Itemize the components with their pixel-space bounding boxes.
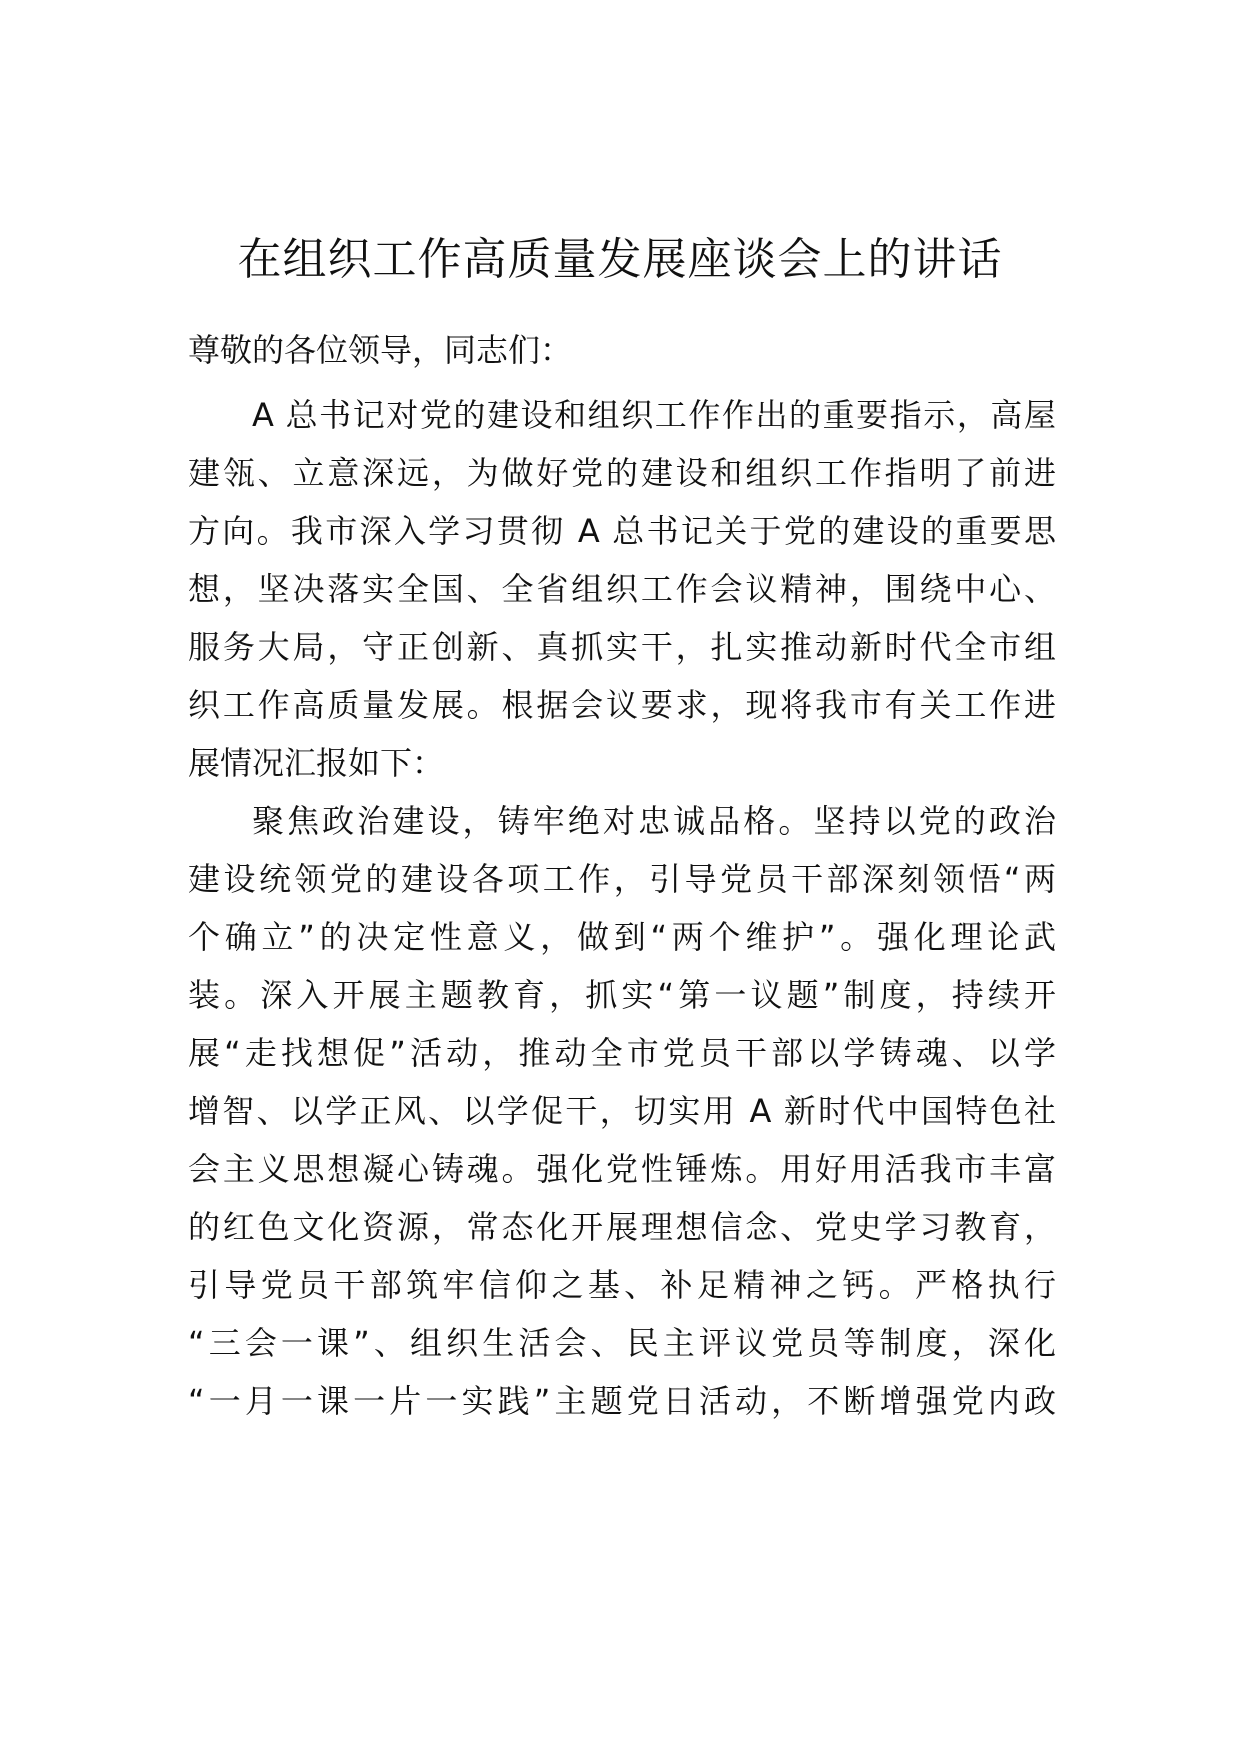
- paragraph-1-line: 想，坚决落实全国、全省组织工作会议精神，围绕中心、: [188, 570, 1056, 608]
- paragraph-2-line: 建设统领党的建设各项工作，引导党员干部深刻领悟“两: [188, 860, 1056, 898]
- document-title: 在组织工作高质量发展座谈会上的讲话: [237, 234, 1003, 285]
- paragraph-2-line: “三会一课”、组织生活会、民主评议党员等制度，深化: [188, 1324, 1056, 1362]
- paragraph-1-line: 建瓴、立意深远，为做好党的建设和组织工作指明了前进: [188, 454, 1056, 492]
- paragraph-1-line: 服务大局，守正创新、真抓实干，扎实推动新时代全市组: [188, 628, 1056, 666]
- paragraph-1-line: A 总书记对党的建设和组织工作作出的重要指示，高屋: [252, 396, 1056, 434]
- salutation: 尊敬的各位领导，同志们：: [188, 331, 573, 369]
- paragraph-2-line: 引导党员干部筑牢信仰之基、补足精神之钙。严格执行: [188, 1266, 1056, 1304]
- paragraph-1-line: 织工作高质量发展。根据会议要求，现将我市有关工作进: [188, 686, 1056, 724]
- paragraph-2-line: 增智、以学正风、以学促干，切实用 A 新时代中国特色社: [188, 1092, 1056, 1130]
- paragraph-1-line: 展情况汇报如下：: [188, 744, 445, 782]
- paragraph-2-line: 会主义思想凝心铸魂。强化党性锤炼。用好用活我市丰富: [188, 1150, 1056, 1188]
- paragraph-2-line: 展“走找想促”活动，推动全市党员干部以学铸魂、以学: [188, 1034, 1056, 1072]
- paragraph-2-line: 装。深入开展主题教育，抓实“第一议题”制度，持续开: [188, 976, 1056, 1014]
- paragraph-2-line: 个确立”的决定性意义，做到“两个维护”。强化理论武: [188, 918, 1056, 956]
- paragraph-1-line: 方向。我市深入学习贯彻 A 总书记关于党的建设的重要思: [188, 512, 1056, 550]
- paragraph-2-line: 聚焦政治建设，铸牢绝对忠诚品格。坚持以党的政治: [252, 802, 1056, 840]
- paragraph-2-line: 的红色文化资源，常态化开展理想信念、党史学习教育，: [188, 1208, 1056, 1246]
- paragraph-2-line: “一月一课一片一实践”主题党日活动，不断增强党内政: [188, 1382, 1056, 1420]
